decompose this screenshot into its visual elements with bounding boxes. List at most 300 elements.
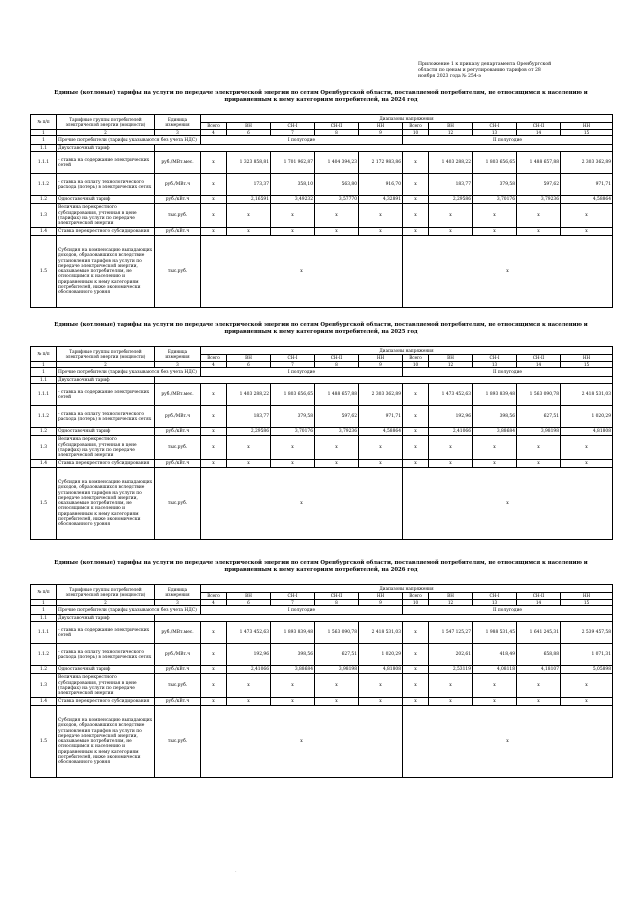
row-num: 1.3 <box>31 204 57 228</box>
col-sub-header: ВН <box>429 355 473 362</box>
col-index: 9 <box>359 362 403 368</box>
col-num-header: № п/п <box>31 347 57 362</box>
value-cell: 597,62 <box>517 174 561 196</box>
x-cell: х <box>201 228 227 236</box>
row-num: 1.5 <box>31 706 57 778</box>
half-1-label: I полугодие <box>201 606 403 615</box>
col-sub-header: ВН <box>227 593 271 600</box>
value-cell: 2,16591 <box>227 196 271 204</box>
col-num-header: № п/п <box>31 115 57 130</box>
row-num: 1.1.1 <box>31 622 57 644</box>
unit-cell: тыс.руб. <box>155 706 201 778</box>
col-sub-header: НН <box>561 355 613 362</box>
col-sub-header: СН-I <box>271 123 315 130</box>
value-cell: 192,96 <box>429 406 473 428</box>
x-cell: х <box>315 698 359 706</box>
row-label: Субсидия на компенсацию выпадающих доходов, образовавшихся вследствие установления тарифов на услуги по передаче электрической энергии, оказываемые потребителям, не относящимся к населению и приравненным к нему категориям потребителей, ниже экономически обоснованного уровня <box>57 468 155 540</box>
col-index: 3 <box>155 130 201 136</box>
x-cell: х <box>561 698 613 706</box>
block-title: Единые (котловые) тарифы на услуги по передаче электрической энергии по сетям Оренбургской области, поставляемой потребителям, не относящимся к населению и приравненным к нему категориям потребителей, на 2026 год <box>54 560 588 573</box>
tariff-block <box>30 322 612 540</box>
tariff-table <box>30 346 613 540</box>
x-cell: х <box>359 460 403 468</box>
unit-cell: тыс.руб. <box>155 236 201 308</box>
row-num: 1.5 <box>31 468 57 540</box>
value-cell: 4,58864 <box>561 196 613 204</box>
col-index: 1 <box>31 600 57 606</box>
col-index: 3 <box>155 362 201 368</box>
value-cell: 202,61 <box>429 644 473 666</box>
x-cell: х <box>201 674 227 698</box>
value-cell: 3,98198 <box>315 666 359 674</box>
x-cell: х <box>359 698 403 706</box>
value-cell: 3,98198 <box>517 428 561 436</box>
row-label: Одноставочный тариф <box>57 196 155 204</box>
table-row <box>31 384 613 406</box>
table-row <box>31 136 613 145</box>
table-row <box>31 145 613 152</box>
x-cell: х <box>201 152 227 174</box>
table-row <box>31 674 613 698</box>
value-cell: 3,57770 <box>315 196 359 204</box>
col-index: 9 <box>359 600 403 606</box>
row-label: Двухставочный тариф <box>57 377 155 384</box>
x-cell: х <box>403 174 429 196</box>
value-cell: 358,10 <box>271 174 315 196</box>
x-cell: х <box>473 204 517 228</box>
table-row <box>31 406 613 428</box>
value-cell: 563,80 <box>315 174 359 196</box>
value-cell: 173,37 <box>227 174 271 196</box>
col-index: 9 <box>359 130 403 136</box>
table-row <box>31 196 613 204</box>
col-sub-header: СН-II <box>315 123 359 130</box>
x-cell: х <box>315 204 359 228</box>
x-cell: х <box>403 644 429 666</box>
tariff-table <box>30 584 613 778</box>
value-cell: 1 563 090,78 <box>315 622 359 644</box>
col-sub-header: СН-II <box>517 355 561 362</box>
x-cell: х <box>473 674 517 698</box>
col-index: 4 <box>201 600 227 606</box>
x-cell: х <box>271 460 315 468</box>
value-cell: 3,79236 <box>315 428 359 436</box>
col-group-header: Тарифные группы потребителей электрической энергии (мощности) <box>57 585 155 600</box>
value-cell: 2 172 983,86 <box>359 152 403 174</box>
col-sub-header: СН-I <box>473 355 517 362</box>
value-cell: 627,51 <box>517 406 561 428</box>
value-cell: 971,71 <box>561 174 613 196</box>
block-title: Единые (котловые) тарифы на услуги по передаче электрической энергии по сетям Оренбургской области, поставляемой потребителям, не относящимся к населению и приравненным к нему категориям потребителей, на 2024 год <box>54 90 588 103</box>
col-index: 1 <box>31 362 57 368</box>
col-index: 13 <box>473 362 517 368</box>
table-row <box>31 706 613 778</box>
table-row <box>31 152 613 174</box>
half-1-label: I полугодие <box>201 136 403 145</box>
value-cell: 398,56 <box>473 406 517 428</box>
x-cell: х <box>517 674 561 698</box>
x-cell: х <box>201 436 227 460</box>
row-label: Одноставочный тариф <box>57 428 155 436</box>
value-cell: 916,70 <box>359 174 403 196</box>
value-cell: 183,77 <box>227 406 271 428</box>
table-row <box>31 622 613 644</box>
x-cell: х <box>271 674 315 698</box>
x-cell: х <box>227 674 271 698</box>
col-index: 15 <box>561 130 613 136</box>
unit-cell: руб./кВт.ч <box>155 228 201 236</box>
col-sub-header: ВН <box>429 593 473 600</box>
x-cell: х <box>517 204 561 228</box>
x-cell: х <box>227 228 271 236</box>
x-cell: х <box>403 384 429 406</box>
table-row <box>31 436 613 460</box>
x-cell: х <box>517 460 561 468</box>
x-cell: х <box>403 698 429 706</box>
col-index: 12 <box>429 130 473 136</box>
col-index: 10 <box>403 362 429 368</box>
value-cell: 2,29586 <box>429 196 473 204</box>
value-cell: 627,51 <box>315 644 359 666</box>
table-row <box>31 377 613 384</box>
col-sub-header: СН-II <box>517 593 561 600</box>
x-cell: х <box>561 204 613 228</box>
col-index: 7 <box>271 600 315 606</box>
half-2-label: II полугодие <box>403 368 613 377</box>
value-cell: 2 303 362,89 <box>359 384 403 406</box>
col-index: 3 <box>155 600 201 606</box>
col-sub-header: СН-II <box>315 355 359 362</box>
col-ranges-header: Диапазоны напряжения <box>201 585 613 593</box>
x-cell: х <box>403 706 613 778</box>
table-row <box>31 644 613 666</box>
col-index: 6 <box>227 130 271 136</box>
row-label: - ставка на содержание электрических сетей <box>57 152 155 174</box>
row-label: Прочие потребители (тарифы указываются без учета НДС) <box>57 368 201 377</box>
col-sub-header: СН-I <box>271 593 315 600</box>
value-cell: 2,41066 <box>227 666 271 674</box>
col-sub-header: ВН <box>429 123 473 130</box>
value-cell: 3,79236 <box>517 196 561 204</box>
x-cell: х <box>517 228 561 236</box>
x-cell: х <box>201 174 227 196</box>
row-label: Субсидия на компенсацию выпадающих доходов, образовавшихся вследствие установления тарифов на услуги по передаче электрической энергии, оказываемые потребителям, не относящимся к населению и приравненным к нему категориям потребителей, ниже экономически обоснованного уровня <box>57 706 155 778</box>
row-num: 1.3 <box>31 674 57 698</box>
value-cell: 183,77 <box>429 174 473 196</box>
col-group-header: Тарифные группы потребителей электрической энергии (мощности) <box>57 347 155 362</box>
header-row <box>31 347 613 355</box>
half-2-label: II полугодие <box>403 606 613 615</box>
x-cell: х <box>403 674 429 698</box>
x-cell: х <box>359 204 403 228</box>
col-sub-header: ВН <box>227 355 271 362</box>
x-cell: х <box>201 428 227 436</box>
row-label: - ставка на оплату технологического расхода (потерь) в электрических сетях <box>57 644 155 666</box>
x-cell: х <box>315 674 359 698</box>
col-unit-header: Единица измерения <box>155 585 201 600</box>
row-num: 1.1.1 <box>31 152 57 174</box>
value-cell: 379,58 <box>473 174 517 196</box>
value-cell: 3,70176 <box>271 428 315 436</box>
value-cell: 1 323 858,81 <box>227 152 271 174</box>
unit-cell: руб./МВт.ч <box>155 406 201 428</box>
x-cell: х <box>227 436 271 460</box>
x-cell: х <box>403 622 429 644</box>
unit-cell: руб./МВт.ч <box>155 644 201 666</box>
unit-cell: руб./МВт.мес. <box>155 152 201 174</box>
col-index: 12 <box>429 600 473 606</box>
table-row <box>31 236 613 308</box>
x-cell: х <box>201 384 227 406</box>
appendix-line-2: области по ценам и регулированию тарифов от 28 <box>418 68 541 73</box>
col-unit-header: Единица измерения <box>155 115 201 130</box>
x-cell: х <box>201 706 403 778</box>
table-row <box>31 368 613 377</box>
unit-cell: руб./кВт.ч <box>155 196 201 204</box>
value-cell: 1 488 657,88 <box>315 384 359 406</box>
col-index: 10 <box>403 600 429 606</box>
table-row <box>31 428 613 436</box>
x-cell: х <box>359 228 403 236</box>
row-num: 1.1.2 <box>31 644 57 666</box>
x-cell: х <box>429 460 473 468</box>
col-num-header: № п/п <box>31 585 57 600</box>
col-sub-header: НН <box>359 593 403 600</box>
table-row <box>31 468 613 540</box>
col-ranges-header: Диапазоны напряжения <box>201 115 613 123</box>
value-cell: 1 473 452,63 <box>429 384 473 406</box>
header-row <box>31 585 613 593</box>
row-num: 1.1.1 <box>31 384 57 406</box>
value-cell: 1 071,31 <box>561 644 613 666</box>
value-cell: 1 641 245,31 <box>517 622 561 644</box>
x-cell: х <box>429 674 473 698</box>
appendix-line-1: Приложение 1 к приказу департамента Оренбургской <box>418 62 552 67</box>
col-index: 4 <box>201 130 227 136</box>
col-sub-header: НН <box>561 123 613 130</box>
value-cell: 2 303 362,89 <box>561 152 613 174</box>
table-row <box>31 174 613 196</box>
x-cell: х <box>201 460 227 468</box>
col-group-header: Тарифные группы потребителей электрической энергии (мощности) <box>57 115 155 130</box>
value-cell: 4,58864 <box>359 428 403 436</box>
col-sub-header: СН-II <box>517 123 561 130</box>
col-sub-header: Всего <box>201 593 227 600</box>
value-cell: 2,29586 <box>227 428 271 436</box>
unit-cell: руб./кВт.ч <box>155 666 201 674</box>
row-label: - ставка на оплату технологического расхода (потерь) в электрических сетях <box>57 406 155 428</box>
table-row <box>31 460 613 468</box>
value-cell: 2,53119 <box>429 666 473 674</box>
x-cell: х <box>227 698 271 706</box>
x-cell: х <box>403 468 613 540</box>
row-num: 1.1.2 <box>31 406 57 428</box>
x-cell: х <box>359 436 403 460</box>
unit-cell: руб./кВт.ч <box>155 460 201 468</box>
x-cell: х <box>561 460 613 468</box>
x-cell: х <box>271 204 315 228</box>
x-cell: х <box>403 228 429 236</box>
value-cell: 2 418 531,03 <box>561 384 613 406</box>
col-index: 13 <box>473 600 517 606</box>
value-cell: 1 701 962,87 <box>271 152 315 174</box>
x-cell: х <box>201 622 227 644</box>
x-cell: х <box>201 644 227 666</box>
col-sub-header: СН-I <box>473 593 517 600</box>
col-index: 4 <box>201 362 227 368</box>
x-cell: х <box>201 204 227 228</box>
x-cell: х <box>201 698 227 706</box>
row-label: Величина перекрестного субсидирования, учтенная в цене (тарифах) на услуги по передаче электрической энергии <box>57 436 155 460</box>
x-cell: х <box>403 152 429 174</box>
x-cell: х <box>473 698 517 706</box>
value-cell: 4,81808 <box>561 428 613 436</box>
x-cell: х <box>403 428 429 436</box>
value-cell: 3,49232 <box>271 196 315 204</box>
row-num: 1.5 <box>31 236 57 308</box>
col-index: 14 <box>517 130 561 136</box>
value-cell: 2 539 457,58 <box>561 622 613 644</box>
col-index: 2 <box>57 130 155 136</box>
col-index: 8 <box>315 362 359 368</box>
value-cell: 1 547 125,27 <box>429 622 473 644</box>
x-cell: х <box>429 204 473 228</box>
value-cell: 4,18107 <box>517 666 561 674</box>
row-label: Величина перекрестного субсидирования, учтенная в цене (тарифах) на услуги по передаче электрической энергии <box>57 674 155 698</box>
block-title: Единые (котловые) тарифы на услуги по передаче электрической энергии по сетям Оренбургской области, поставляемой потребителям, не относящимся к населению и приравненным к нему категориям потребителей, на 2025 год <box>54 322 588 335</box>
unit-cell: тыс.руб. <box>155 468 201 540</box>
col-index: 7 <box>271 362 315 368</box>
unit-cell: тыс.руб. <box>155 674 201 698</box>
x-cell: х <box>315 460 359 468</box>
row-label: Двухставочный тариф <box>57 615 155 622</box>
value-cell: 1 403 288,22 <box>227 384 271 406</box>
half-1-label: I полугодие <box>201 368 403 377</box>
row-num: 1 <box>31 606 57 615</box>
appendix-line-3: ноября 2023 года № 254-э <box>418 74 481 79</box>
unit-cell: тыс.руб. <box>155 436 201 460</box>
empty-cell <box>155 615 613 622</box>
value-cell: 3,88684 <box>473 428 517 436</box>
x-cell: х <box>403 460 429 468</box>
col-sub-header: НН <box>359 355 403 362</box>
row-num: 1.2 <box>31 666 57 674</box>
x-cell: х <box>473 460 517 468</box>
col-sub-header: ВН <box>227 123 271 130</box>
value-cell: 3,70176 <box>473 196 517 204</box>
col-index: 14 <box>517 362 561 368</box>
col-index: 7 <box>271 130 315 136</box>
col-sub-header: СН-II <box>315 593 359 600</box>
col-index: 8 <box>315 600 359 606</box>
x-cell: х <box>429 436 473 460</box>
value-cell: 5,05898 <box>561 666 613 674</box>
row-label: - ставка на содержание электрических сетей <box>57 622 155 644</box>
col-sub-header: Всего <box>403 123 429 130</box>
col-index: 13 <box>473 130 517 136</box>
x-cell: х <box>201 468 403 540</box>
x-cell: х <box>517 436 561 460</box>
x-cell: х <box>315 436 359 460</box>
row-label: Субсидия на компенсацию выпадающих доходов, образовавшихся вследствие установления тарифов на услуги по передаче электрической энергии, оказываемые потребителям, не относящимся к населению и приравненным к нему категориям потребителей, ниже экономически обоснованного уровня <box>57 236 155 308</box>
col-index: 2 <box>57 362 155 368</box>
x-cell: х <box>201 406 227 428</box>
x-cell: х <box>227 460 271 468</box>
value-cell: 658,88 <box>517 644 561 666</box>
col-sub-header: Всего <box>403 355 429 362</box>
tariff-block <box>30 560 612 778</box>
col-ranges-header: Диапазоны напряжения <box>201 347 613 355</box>
value-cell: 1 020,29 <box>359 644 403 666</box>
x-cell: х <box>403 236 613 308</box>
x-cell: х <box>201 236 403 308</box>
x-cell: х <box>517 698 561 706</box>
col-index: 14 <box>517 600 561 606</box>
col-sub-header: Всего <box>201 123 227 130</box>
row-num: 1.4 <box>31 460 57 468</box>
row-num: 1.3 <box>31 436 57 460</box>
value-cell: 4,81808 <box>359 666 403 674</box>
row-num: 1.2 <box>31 428 57 436</box>
col-index: 15 <box>561 362 613 368</box>
x-cell: х <box>403 204 429 228</box>
value-cell: 4,08118 <box>473 666 517 674</box>
value-cell: 1 893 839,48 <box>473 384 517 406</box>
x-cell: х <box>561 436 613 460</box>
x-cell: х <box>403 406 429 428</box>
row-label: Двухставочный тариф <box>57 145 155 152</box>
tariff-table <box>30 114 613 308</box>
row-num: 1.4 <box>31 228 57 236</box>
row-label: - ставка на содержание электрических сетей <box>57 384 155 406</box>
appendix-header <box>418 62 568 80</box>
value-cell: 1 020,29 <box>561 406 613 428</box>
value-cell: 971,71 <box>359 406 403 428</box>
unit-cell: тыс.руб. <box>155 204 201 228</box>
value-cell: 2 418 531,03 <box>359 622 403 644</box>
row-num: 1 <box>31 368 57 377</box>
table-row <box>31 606 613 615</box>
x-cell: х <box>429 698 473 706</box>
row-num: 1.1.2 <box>31 174 57 196</box>
x-cell: х <box>561 674 613 698</box>
empty-cell <box>155 145 613 152</box>
col-index: 10 <box>403 130 429 136</box>
row-label: Одноставочный тариф <box>57 666 155 674</box>
col-index: 15 <box>561 600 613 606</box>
value-cell: 192,96 <box>227 644 271 666</box>
x-cell: х <box>403 436 429 460</box>
table-row <box>31 204 613 228</box>
page-mark: . <box>235 868 237 874</box>
value-cell: 1 988 531,45 <box>473 622 517 644</box>
value-cell: 3,88684 <box>271 666 315 674</box>
col-sub-header: Всего <box>403 593 429 600</box>
row-num: 1.1 <box>31 377 57 384</box>
row-label: Прочие потребители (тарифы указываются без учета НДС) <box>57 136 201 145</box>
x-cell: х <box>561 228 613 236</box>
col-sub-header: НН <box>359 123 403 130</box>
x-cell: х <box>271 698 315 706</box>
half-2-label: II полугодие <box>403 136 613 145</box>
value-cell: 1 473 452,63 <box>227 622 271 644</box>
value-cell: 398,56 <box>271 644 315 666</box>
x-cell: х <box>271 228 315 236</box>
tariff-block <box>30 90 612 308</box>
row-num: 1.1 <box>31 615 57 622</box>
x-cell: х <box>403 666 429 674</box>
value-cell: 2,41066 <box>429 428 473 436</box>
